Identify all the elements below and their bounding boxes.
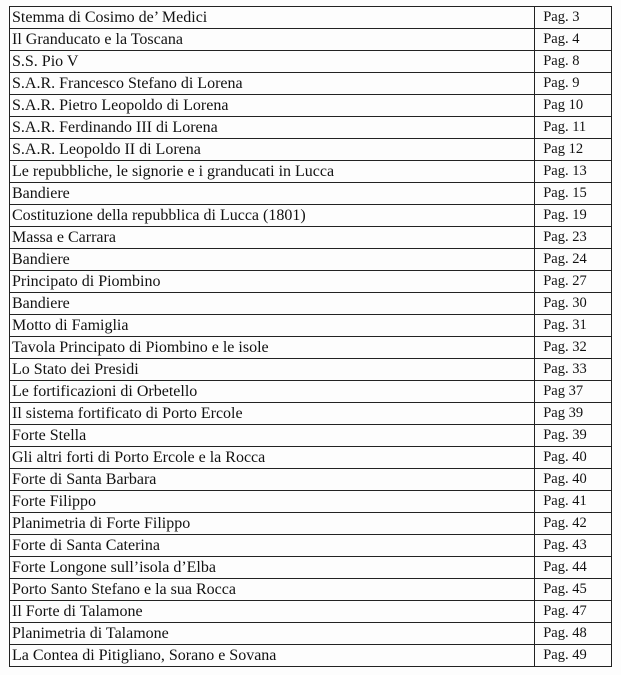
toc-row xyxy=(10,249,612,271)
toc-row xyxy=(10,359,612,381)
toc-entry-title: Planimetria di Talamone xyxy=(10,623,535,645)
toc-entry-page: Pag. 11 xyxy=(535,117,612,139)
toc-row xyxy=(10,601,612,623)
toc-entry-title: Bandiere xyxy=(10,249,535,271)
toc-row xyxy=(10,293,612,315)
toc-row xyxy=(10,425,612,447)
toc-entry-title: Il Forte di Talamone xyxy=(10,601,535,623)
toc-entry-page: Pag. 23 xyxy=(535,227,612,249)
toc-entry-title: S.A.R. Francesco Stefano di Lorena xyxy=(10,73,535,95)
toc-entry-page: Pag. 41 xyxy=(535,491,612,513)
toc-entry-title: S.A.R. Leopoldo II di Lorena xyxy=(10,139,535,161)
toc-entry-page: Pag. 30 xyxy=(535,293,612,315)
toc-entry-title: Lo Stato dei Presidi xyxy=(10,359,535,381)
toc-row xyxy=(10,51,612,73)
toc-entry-page: Pag. 19 xyxy=(535,205,612,227)
toc-row xyxy=(10,535,612,557)
toc-row xyxy=(10,513,612,535)
toc-entry-page: Pag 12 xyxy=(535,139,612,161)
toc-entry-page: Pag 39 xyxy=(535,403,612,425)
toc-entry-page: Pag. 13 xyxy=(535,161,612,183)
toc-row xyxy=(10,557,612,579)
toc-entry-title: S.A.R. Pietro Leopoldo di Lorena xyxy=(10,95,535,117)
toc-row xyxy=(10,205,612,227)
toc-entry-page: Pag. 45 xyxy=(535,579,612,601)
toc-row xyxy=(10,469,612,491)
toc-entry-title: Il Granducato e la Toscana xyxy=(10,29,535,51)
toc-entry-page: Pag. 33 xyxy=(535,359,612,381)
toc-entry-page: Pag. 40 xyxy=(535,447,612,469)
toc-entry-page: Pag 10 xyxy=(535,95,612,117)
toc-entry-title: Motto di Famiglia xyxy=(10,315,535,337)
toc-entry-title: S.A.R. Ferdinando III di Lorena xyxy=(10,117,535,139)
toc-row xyxy=(10,271,612,293)
toc-entry-title: Porto Santo Stefano e la sua Rocca xyxy=(10,579,535,601)
toc-entry-page: Pag. 9 xyxy=(535,73,612,95)
toc-entry-title: Le fortificazioni di Orbetello xyxy=(10,381,535,403)
toc-entry-title: Tavola Principato di Piombino e le isole xyxy=(10,337,535,359)
toc-row xyxy=(10,29,612,51)
toc-row xyxy=(10,73,612,95)
toc-entry-title: Il sistema fortificato di Porto Ercole xyxy=(10,403,535,425)
toc-entry-title: Costituzione della repubblica di Lucca (1801) xyxy=(10,205,535,227)
toc-entry-page: Pag 37 xyxy=(535,381,612,403)
toc-entry-page: Pag. 3 xyxy=(535,7,612,29)
toc-entry-page: Pag. 4 xyxy=(535,29,612,51)
toc-row xyxy=(10,161,612,183)
toc-entry-title: Bandiere xyxy=(10,183,535,205)
toc-row xyxy=(10,403,612,425)
toc-entry-title: Principato di Piombino xyxy=(10,271,535,293)
toc-row xyxy=(10,645,612,667)
toc-entry-page: Pag. 15 xyxy=(535,183,612,205)
toc-entry-title: Stemma di Cosimo de’ Medici xyxy=(10,7,535,29)
toc-entry-page: Pag. 47 xyxy=(535,601,612,623)
toc-entry-title: Forte Stella xyxy=(10,425,535,447)
toc-entry-page: Pag. 31 xyxy=(535,315,612,337)
toc-entry-title: Forte di Santa Caterina xyxy=(10,535,535,557)
toc-entry-title: Le repubbliche, le signorie e i granducati in Lucca xyxy=(10,161,535,183)
toc-row xyxy=(10,579,612,601)
toc-entry-page: Pag. 49 xyxy=(535,645,612,667)
toc-entry-title: Forte Filippo xyxy=(10,491,535,513)
toc-row xyxy=(10,491,612,513)
toc-entry-title: Bandiere xyxy=(10,293,535,315)
toc-row xyxy=(10,117,612,139)
toc-entry-page: Pag. 40 xyxy=(535,469,612,491)
toc-row xyxy=(10,7,612,29)
toc-entry-page: Pag. 24 xyxy=(535,249,612,271)
toc-row xyxy=(10,623,612,645)
toc-entry-page: Pag. 48 xyxy=(535,623,612,645)
table-of-contents xyxy=(9,6,612,667)
toc-entry-page: Pag. 39 xyxy=(535,425,612,447)
toc-row xyxy=(10,227,612,249)
toc-entry-page: Pag. 43 xyxy=(535,535,612,557)
toc-entry-title: Massa e Carrara xyxy=(10,227,535,249)
toc-row xyxy=(10,315,612,337)
toc-body xyxy=(10,7,612,667)
toc-entry-title: La Contea di Pitigliano, Sorano e Sovana xyxy=(10,645,535,667)
toc-entry-title: Gli altri forti di Porto Ercole e la Rocca xyxy=(10,447,535,469)
toc-entry-page: Pag. 8 xyxy=(535,51,612,73)
toc-row xyxy=(10,95,612,117)
toc-entry-page: Pag. 44 xyxy=(535,557,612,579)
toc-entry-title: Planimetria di Forte Filippo xyxy=(10,513,535,535)
toc-entry-title: Forte Longone sull’isola d’Elba xyxy=(10,557,535,579)
toc-entry-page: Pag. 42 xyxy=(535,513,612,535)
toc-row xyxy=(10,381,612,403)
toc-entry-page: Pag. 27 xyxy=(535,271,612,293)
toc-row xyxy=(10,337,612,359)
toc-row xyxy=(10,139,612,161)
toc-row xyxy=(10,183,612,205)
toc-entry-title: Forte di Santa Barbara xyxy=(10,469,535,491)
toc-entry-page: Pag. 32 xyxy=(535,337,612,359)
toc-row xyxy=(10,447,612,469)
toc-entry-title: S.S. Pio V xyxy=(10,51,535,73)
